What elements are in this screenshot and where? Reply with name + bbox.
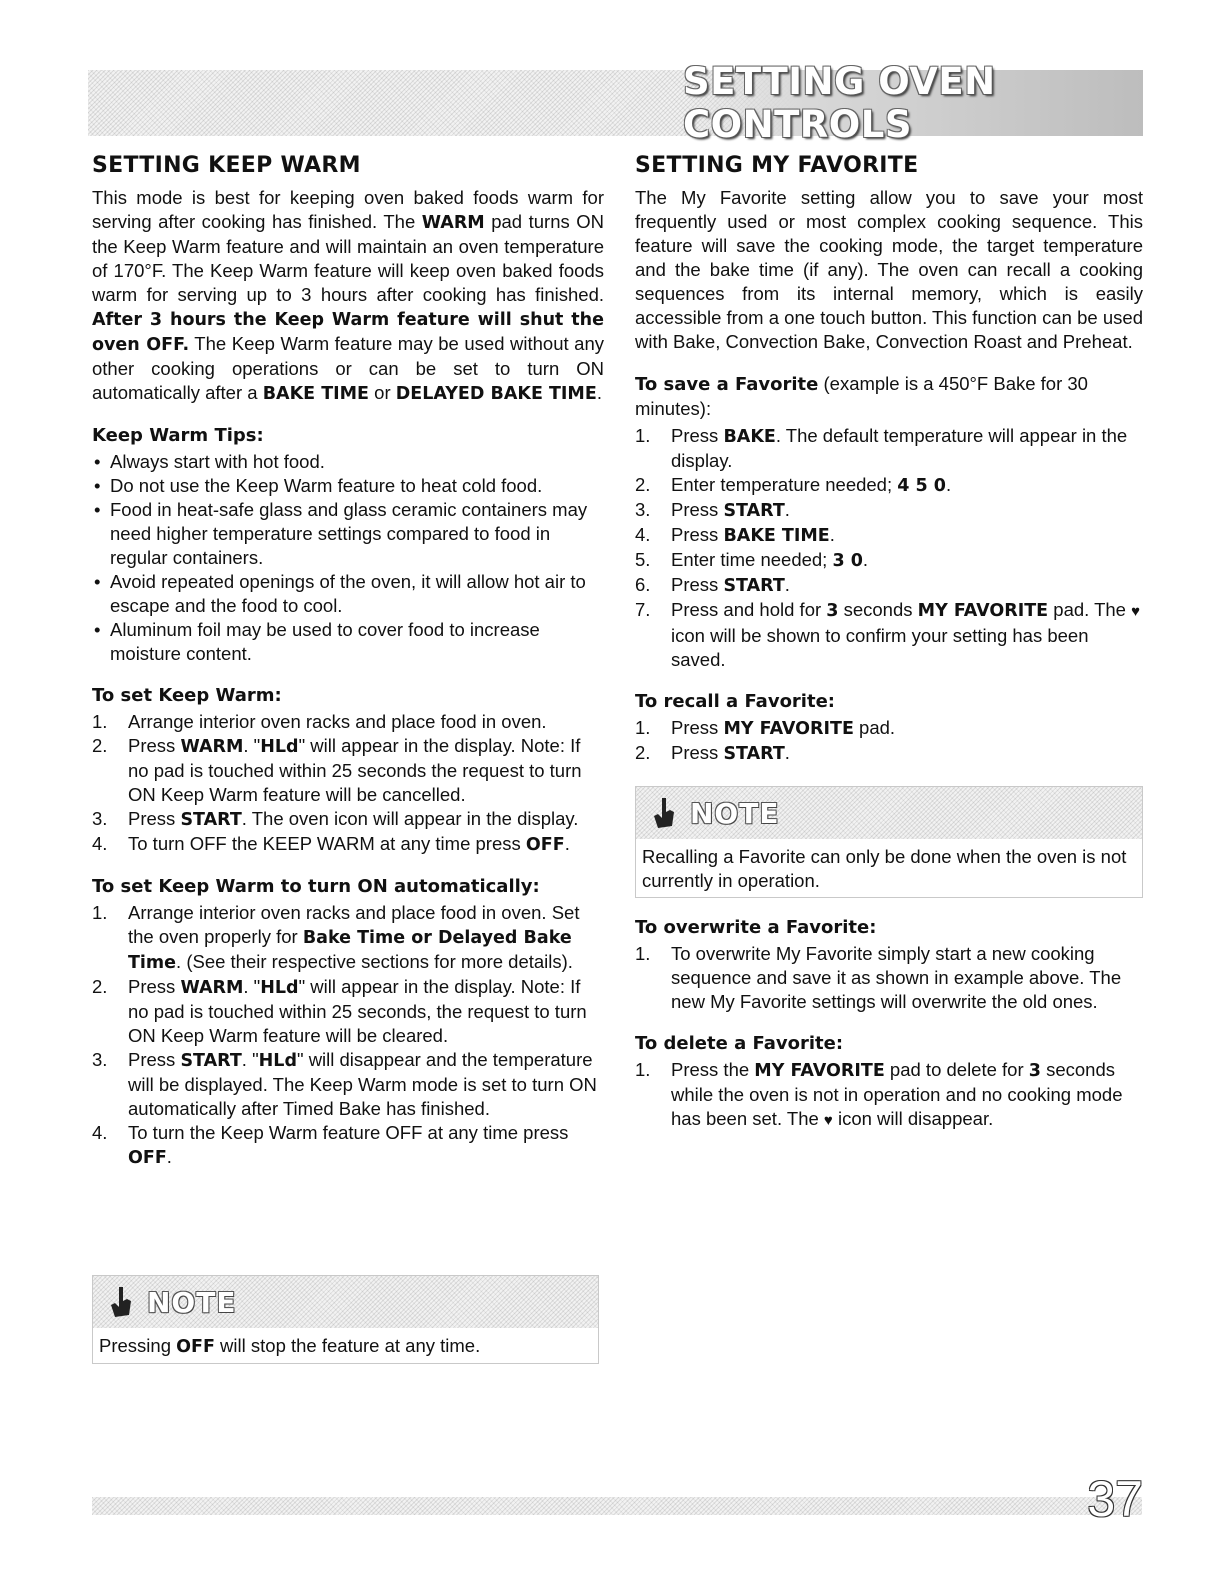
delete-favorite-heading: To delete a Favorite: bbox=[635, 1033, 844, 1054]
note-box-right bbox=[635, 786, 1143, 898]
step-item: 2. Enter temperature needed; 4 5 0. bbox=[635, 474, 952, 496]
step-item: 1. Press the MY FAVORITE pad to delete for 3 seconds while the oven is not in operation and no cooking mode has been set. The ♥ icon will disappear. bbox=[635, 1058, 1143, 1133]
list-item: • Food in heat-safe glass and glass ceramic containers may need higher temperature settings compared to food in regular containers. bbox=[94, 499, 588, 568]
step-number: 3. bbox=[635, 499, 651, 520]
bold-term: OFF bbox=[525, 835, 565, 855]
bold-term: START bbox=[723, 744, 785, 764]
step-item: 1. Press MY FAVORITE pad. bbox=[635, 717, 896, 739]
keep-warm-tips-heading: Keep Warm Tips: bbox=[92, 425, 264, 446]
step-item: 4. Press BAKE TIME. bbox=[635, 524, 835, 546]
heart-icon: ♥ bbox=[823, 1112, 833, 1129]
step-item: 1. Arrange interior oven racks and place food in oven. Set the oven properly for Bake Time or Delayed Bake Time. (See their respective sections for more details). bbox=[92, 902, 580, 973]
step-number: 1. bbox=[635, 425, 651, 446]
step-number: 1. bbox=[635, 943, 651, 964]
bold-term: MY FAVORITE bbox=[754, 1061, 885, 1081]
keep-warm-tips-list bbox=[92, 450, 604, 666]
step-item: 1. Arrange interior oven racks and place food in oven. bbox=[92, 711, 547, 732]
list-item: • Always start with hot food. bbox=[94, 451, 325, 472]
step-item: 5. Enter time needed; 3 0. bbox=[635, 549, 869, 571]
recall-favorite-heading: To recall a Favorite: bbox=[635, 691, 835, 712]
step-number: 1. bbox=[635, 1059, 651, 1080]
bold-term: HLd bbox=[260, 978, 299, 998]
auto-keep-warm-heading: To set Keep Warm to turn ON automatically: bbox=[92, 876, 540, 897]
step-item: 2. Press WARM. "HLd" will appear in the display. Note: If no pad is touched within 25 seconds the request to turn ON Keep Warm feature will be cancelled. bbox=[92, 735, 582, 805]
bold-term: BAKE TIME bbox=[262, 384, 370, 404]
step-number: 4. bbox=[92, 833, 108, 854]
bold-term: HLd bbox=[258, 1051, 297, 1071]
bold-term: WARM bbox=[180, 978, 244, 998]
keep-warm-intro: This mode is best for keeping oven baked foods warm for serving after cooking has finished. The WARM pad turns ON the Keep Warm feature and will maintain an oven temperature of 170°F. The Keep Warm feature will keep oven baked foods warm for serving up to 3 hours after cooking has finished. After 3 hours the Keep Warm feature will shut the oven OFF. The Keep Warm feature may be used without any other cooking operations or can be set to turn ON automatically after a BAKE TIME or DELAYED BAKE TIME. bbox=[92, 187, 604, 404]
step-number: 3. bbox=[92, 1049, 108, 1070]
my-favorite-heading: SETTING MY FAVORITE bbox=[635, 153, 919, 178]
note-body: Recalling a Favorite can only be done when the oven is not currently in operation. bbox=[636, 839, 1142, 897]
footer-bar bbox=[92, 1497, 1142, 1515]
save-favorite-heading: To save a Favorite (example is a 450°F Bake for 30 minutes): bbox=[635, 373, 1088, 419]
page-title: SETTING OVEN CONTROLS bbox=[683, 60, 996, 146]
bold-term: OFF bbox=[176, 1337, 215, 1357]
bullet-marker: • bbox=[94, 451, 101, 472]
bold-term: START bbox=[180, 1051, 242, 1071]
auto-keep-warm-steps bbox=[92, 901, 604, 1170]
list-item: • Aluminum foil may be used to cover food to increase moisture content. bbox=[94, 619, 540, 664]
bold-term: 4 5 0 bbox=[897, 476, 946, 496]
step-number: 4. bbox=[92, 1122, 108, 1143]
step-item: 3. Press START. bbox=[635, 499, 790, 521]
bullet-marker: • bbox=[94, 475, 101, 496]
my-favorite-intro: The My Favorite setting allow you to save your most frequently used or most complex cooking sequence. This feature will save the cooking mode, the target temperature and the bake time (if any). The oven can recall a cooking sequences from its internal memory, which is easily accessible from a one touch button. This function can be used with Bake, Convection Bake, Convection Roast and Preheat. bbox=[635, 187, 1143, 352]
step-item: 1. Press BAKE. The default temperature will appear in the display. bbox=[635, 425, 1128, 471]
delete-favorite-steps bbox=[635, 1058, 1143, 1133]
bold-term: OFF bbox=[128, 1148, 167, 1168]
step-number: 1. bbox=[92, 711, 108, 732]
bold-term: After 3 hours the Keep Warm feature will shut the oven OFF. bbox=[92, 310, 604, 355]
bullet-marker: • bbox=[94, 619, 101, 640]
note-box-left bbox=[92, 1275, 599, 1364]
list-item: • Avoid repeated openings of the oven, it will allow hot air to escape and the food to cool. bbox=[94, 571, 586, 616]
step-number: 7. bbox=[635, 599, 651, 620]
bold-term: 3 bbox=[1028, 1061, 1041, 1081]
hand-pointer-icon bbox=[107, 1285, 135, 1319]
bold-term: MY FAVORITE bbox=[917, 601, 1049, 621]
step-item: 2. Press WARM. "HLd" will appear in the display. Note: If no pad is touched within 25 seconds, the request to turn ON Keep Warm feature will be cleared. bbox=[92, 976, 587, 1046]
step-number: 5. bbox=[635, 549, 651, 570]
bullet-marker: • bbox=[94, 571, 101, 592]
bold-term: MY FAVORITE bbox=[723, 719, 854, 739]
note-title: NOTE bbox=[147, 1285, 237, 1319]
recall-favorite-steps bbox=[635, 716, 1143, 766]
step-number: 2. bbox=[635, 742, 651, 763]
step-number: 1. bbox=[635, 717, 651, 738]
step-item: 6. Press START. bbox=[635, 574, 790, 596]
step-number: 3. bbox=[92, 808, 108, 829]
right-column bbox=[635, 152, 1143, 1133]
bold-term: WARM bbox=[421, 213, 485, 233]
step-number: 1. bbox=[92, 902, 108, 923]
bold-term: BAKE TIME bbox=[723, 526, 830, 546]
bold-term: DELAYED BAKE TIME bbox=[395, 384, 597, 404]
step-item: 1. To overwrite My Favorite simply start a new cooking sequence and save it as shown in example above. The new My Favorite settings will overwrite the old ones. bbox=[635, 943, 1122, 1012]
step-item: 7. Press and hold for 3 seconds MY FAVORITE pad. The ♥ icon will be shown to confirm your setting has been saved. bbox=[635, 599, 1141, 670]
step-item: 4. To turn OFF the KEEP WARM at any time press OFF. bbox=[92, 833, 570, 855]
page-number: 37 bbox=[1087, 1471, 1143, 1527]
header-title-box bbox=[683, 60, 1143, 146]
step-item: 2. Press START. bbox=[635, 742, 790, 764]
bold-term: BAKE bbox=[723, 427, 776, 447]
step-item: 4. To turn the Keep Warm feature OFF at any time press OFF. bbox=[92, 1122, 569, 1168]
header-banner bbox=[88, 60, 1143, 146]
bold-term: 3 0 bbox=[832, 551, 863, 571]
bold-term: WARM bbox=[180, 737, 244, 757]
note-title: NOTE bbox=[690, 796, 780, 830]
step-number: 6. bbox=[635, 574, 651, 595]
set-keep-warm-steps bbox=[92, 710, 604, 857]
step-number: 2. bbox=[92, 735, 108, 756]
left-column bbox=[92, 152, 604, 1170]
bold-term: 3 bbox=[826, 601, 839, 621]
hand-pointer-icon bbox=[650, 796, 678, 830]
step-number: 2. bbox=[635, 474, 651, 495]
bold-term: START bbox=[180, 810, 242, 830]
overwrite-favorite-heading: To overwrite a Favorite: bbox=[635, 917, 877, 938]
bold-term: Bake Time or Delayed Bake Time bbox=[128, 928, 572, 973]
bold-term: HLd bbox=[260, 737, 299, 757]
step-item: 3. Press START. The oven icon will appear in the display. bbox=[92, 808, 579, 830]
bold-term: START bbox=[723, 501, 785, 521]
note-header bbox=[636, 787, 1142, 839]
step-number: 2. bbox=[92, 976, 108, 997]
heart-icon: ♥ bbox=[1131, 603, 1141, 620]
set-keep-warm-heading: To set Keep Warm: bbox=[92, 685, 282, 706]
overwrite-favorite-steps bbox=[635, 942, 1143, 1014]
step-item: 3. Press START. "HLd" will disappear and the temperature will be displayed. The Keep Warm mode is set to turn ON automatically after Timed Bake has finished. bbox=[92, 1049, 597, 1119]
note-header bbox=[93, 1276, 598, 1328]
bold-term: START bbox=[723, 576, 785, 596]
bullet-marker: • bbox=[94, 499, 101, 520]
step-number: 4. bbox=[635, 524, 651, 545]
save-favorite-steps bbox=[635, 424, 1143, 672]
note-body: Pressing OFF will stop the feature at any time. bbox=[93, 1328, 598, 1363]
list-item: • Do not use the Keep Warm feature to heat cold food. bbox=[94, 475, 543, 496]
keep-warm-heading: SETTING KEEP WARM bbox=[92, 153, 361, 178]
